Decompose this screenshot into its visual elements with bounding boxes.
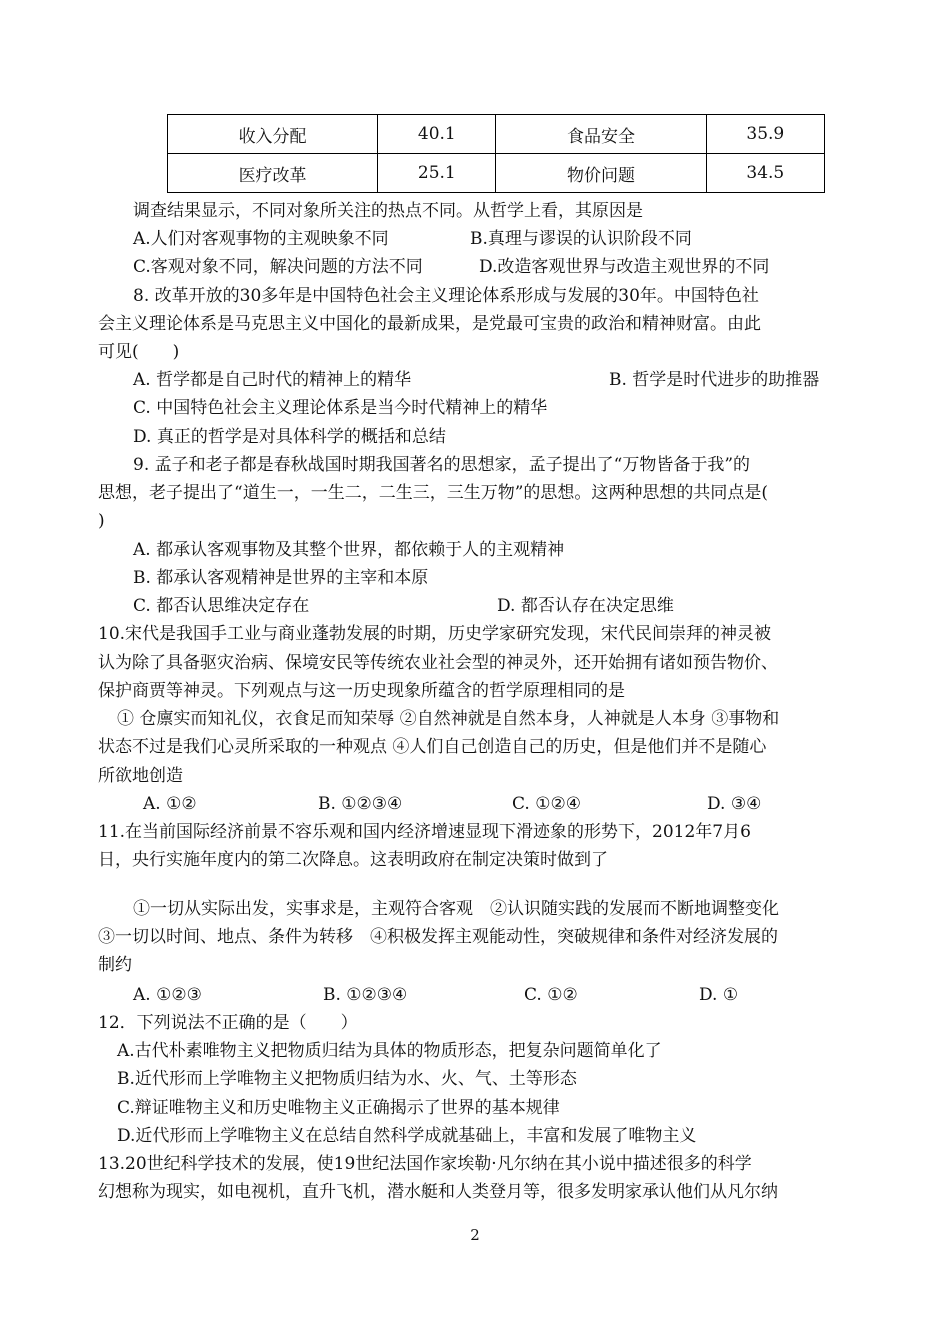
table-cell: 食品安全 (496, 115, 706, 154)
q9-stem-line: 思想，老子提出了“道生一，一生二，二生三，三生万物”的思想。这两种思想的共同点是( (98, 483, 769, 503)
q10-statement-line: 所欲地创造 (98, 766, 183, 786)
q11-option-a: A. ①②③ (133, 985, 202, 1005)
q11-stem-line: 11.在当前国际经济前景不容乐观和国内经济增速显现下滑迹象的形势下，2012年7月6 (98, 822, 751, 842)
q11-option-c: C. ①② (524, 985, 578, 1005)
q10-statement-line: 状态不过是我们心灵所采取的一种观点 ④人们自己创造自己的历史，但是他们并不是随心 (98, 737, 767, 757)
q11-stem-line: 日，央行实施年度内的第二次降息。这表明政府在制定决策时做到了 (98, 850, 608, 870)
table-row (168, 115, 825, 154)
q9-option-b: B. 都承认客观精神是世界的主宰和本原 (133, 568, 429, 588)
table-cell: 35.9 (706, 115, 824, 154)
q8-stem-line: 可见( ) (98, 342, 180, 362)
q8-option-c: C. 中国特色社会主义理论体系是当今时代精神上的精华 (133, 398, 548, 418)
q10-option-d: D. ③④ (707, 794, 762, 814)
q13-stem-line: 幻想称为现实，如电视机，直升飞机，潜水艇和人类登月等，很多发明家承认他们从凡尔纳 (98, 1182, 778, 1202)
q9-option-d: D. 都否认存在决定思维 (497, 596, 674, 616)
table-cell: 34.5 (706, 154, 824, 193)
q9-stem-line: 9. 孟子和老子都是春秋战国时期我国著名的思想家，孟子提出了“万物皆备于我”的 (133, 455, 751, 475)
q12-option-a: A.古代朴素唯物主义把物质归结为具体的物质形态，把复杂问题简单化了 (117, 1041, 662, 1061)
q10-stem-line: 保护商贾等神灵。下列观点与这一历史现象所蕴含的哲学原理相同的是 (98, 681, 625, 701)
table-cell: 物价问题 (496, 154, 706, 193)
q13-stem-line: 13.20世纪科学技术的发展，使19世纪法国作家埃勒·凡尔纳在其小说中描述很多的科学 (98, 1154, 752, 1174)
q8-option-b: B. 哲学是时代进步的助推器 (609, 370, 820, 390)
q11-statement-line: ③一切以时间、地点、条件为转移 ④积极发挥主观能动性，突破规律和条件对经济发展的 (98, 927, 778, 947)
q7-option-b: B.真理与谬误的认识阶段不同 (470, 229, 692, 249)
q8-stem-line: 会主义理论体系是马克思主义中国化的最新成果，是党最可宝贵的政治和精神财富。由此 (98, 314, 761, 334)
q9-option-c: C. 都否认思维决定存在 (133, 596, 310, 616)
table-cell: 收入分配 (168, 115, 378, 154)
q11-statement-line: 制约 (98, 955, 132, 975)
q7-stem: 调查结果显示，不同对象所关注的热点不同。从哲学上看，其原因是 (133, 201, 643, 221)
q10-stem-line: 10.宋代是我国手工业与商业蓬勃发展的时期，历史学家研究发现，宋代民间崇拜的神灵被 (98, 624, 772, 644)
q10-option-b: B. ①②③④ (318, 794, 403, 814)
q10-statement-line: ① 仓廪实而知礼仪，衣食足而知荣辱 ②自然神就是自然本身，人神就是人本身 ③事物和 (117, 709, 780, 729)
q8-option-a: A. 哲学都是自己时代的精神上的精华 (133, 370, 412, 390)
page-number: 2 (470, 1226, 480, 1244)
q8-stem-line: 8. 改革开放的30多年是中国特色社会主义理论体系形成与发展的30年。中国特色社 (133, 286, 759, 306)
q11-option-d: D. ① (699, 985, 739, 1005)
table-row (168, 154, 825, 193)
q10-option-a: A. ①② (143, 794, 197, 814)
table-cell: 医疗改革 (168, 154, 378, 193)
q9-option-a: A. 都承认客观事物及其整个世界，都依赖于人的主观精神 (133, 540, 565, 560)
q12-option-d: D.近代形而上学唯物主义在总结自然科学成就基础上，丰富和发展了唯物主义 (117, 1126, 697, 1146)
q7-option-c: C.客观对象不同，解决问题的方法不同 (133, 257, 423, 277)
table-cell: 40.1 (378, 115, 496, 154)
q7-option-d: D.改造客观世界与改造主观世界的不同 (479, 257, 770, 277)
q12-stem: 12．下列说法不正确的是（ ） (98, 1013, 358, 1033)
q12-option-b: B.近代形而上学唯物主义把物质归结为水、火、气、土等形态 (117, 1069, 577, 1089)
survey-table (167, 114, 825, 193)
q11-statement-line: ①一切从实际出发，实事求是，主观符合客观 ②认识随实践的发展而不断地调整变化 (133, 899, 779, 919)
q10-stem-line: 认为除了具备驱灾治病、保境安民等传统农业社会型的神灵外，还开始拥有诸如预告物价、 (98, 653, 778, 673)
q7-option-a: A.人们对客观事物的主观映象不同 (133, 229, 389, 249)
q8-option-d: D. 真正的哲学是对具体科学的概括和总结 (133, 427, 446, 447)
q12-option-c: C.辩证唯物主义和历史唯物主义正确揭示了世界的基本规律 (117, 1098, 560, 1118)
q10-option-c: C. ①②④ (512, 794, 581, 814)
q11-option-b: B. ①②③④ (323, 985, 408, 1005)
q9-stem-line: ) (98, 511, 105, 531)
table-cell: 25.1 (378, 154, 496, 193)
